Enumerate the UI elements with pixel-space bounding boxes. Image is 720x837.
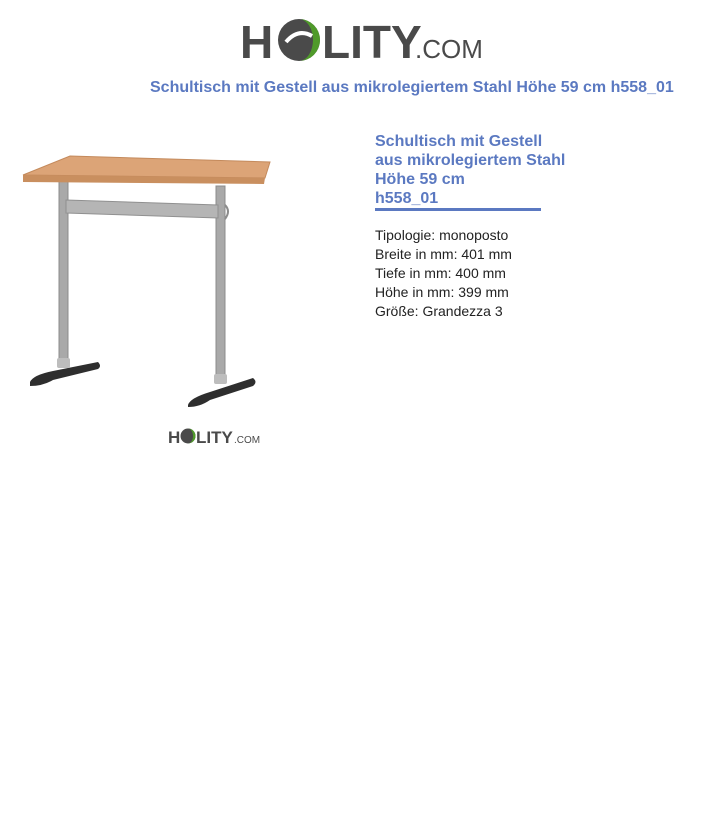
title-underline-divider [375,208,541,211]
logo-letters-lity: LITY [322,16,422,66]
spec-typology: Tipologie: monoposto [375,227,509,243]
logo-letter-h: H [240,16,274,66]
spec-width: Breite in mm: 401 mm [375,246,512,262]
watermark-letter-h: H [168,428,181,447]
product-title-line: aus mikrolegiertem Stahl [375,152,566,169]
product-title-line: Schultisch mit Gestell [375,133,543,150]
product-title [375,132,695,208]
logo-o-globe-icon [278,19,320,61]
watermark-o-globe-icon [181,429,196,444]
spec-height: Höhe in mm: 399 mm [375,284,509,300]
holity-watermark-logo [168,425,264,447]
product-specs [375,226,695,321]
product-info [375,132,695,321]
spec-depth: Tiefe in mm: 400 mm [375,265,506,281]
product-title-line: Höhe 59 cm [375,171,465,188]
product-image-school-desk [18,150,280,415]
holity-logo[interactable] [240,12,484,66]
watermark-letters-lity: LITY [196,428,233,447]
page-heading: Schultisch mit Gestell aus mikrolegiertem Stahl Höhe 59 cm h558_01 [150,79,674,96]
watermark-suffix-com: .COM [234,435,261,446]
logo-suffix-com: .COM [415,34,483,64]
product-code: h558_01 [375,190,439,207]
spec-size: Größe: Grandezza 3 [375,303,503,319]
